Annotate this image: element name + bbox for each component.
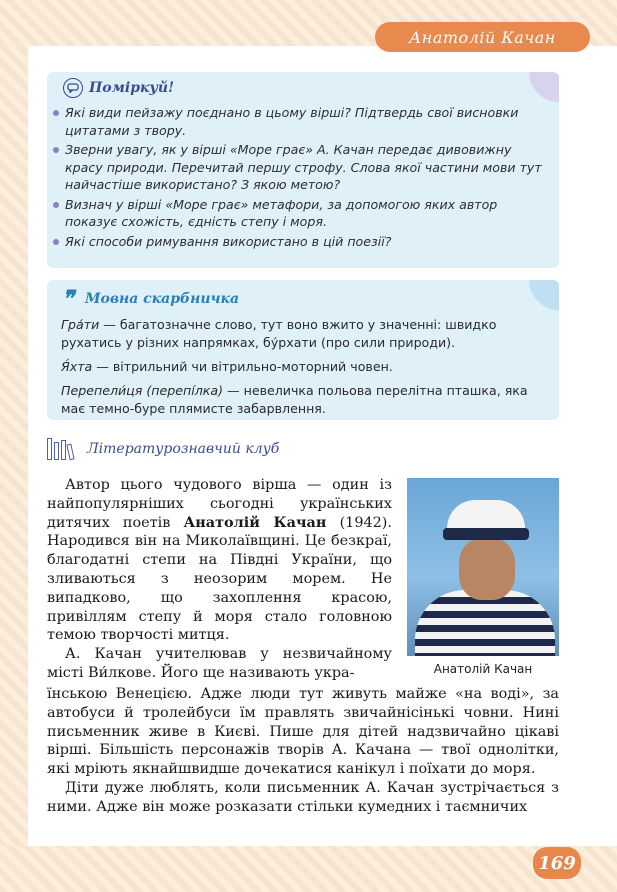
question-item: Які способи римування використано в цій поезії?	[55, 233, 545, 251]
club-title: Літературознавчий клуб	[87, 441, 280, 457]
think-box-header	[63, 78, 174, 98]
vocab-entry	[61, 382, 551, 418]
paragraph-text: Автор цього чудового вірша — один із найпопулярніших сьогодні українських дитячих поетів	[47, 477, 392, 531]
vocab-definition: — багатозначне слово, тут воно вжито у значенні: швидко рухатись у різних напрямках, бу́рхати (про сили природи).	[61, 317, 497, 350]
author-name-bold: Анатолій Качан	[183, 513, 327, 531]
paragraph: їнською Венецією. Адже люди тут живуть майже «на воді», за автобуси й тролейбуси їм правлять звичайнісінькі човни. Нині письменник живе в Києві. Пише для дітей надзвичайно цікаві вірші. Більшість персонажів творів А. Качана — твої однолітки, які мріють якнайшвидше дочекатися канікул і поїхати до моря.	[47, 686, 559, 778]
decorative-bottom-band	[0, 846, 617, 892]
vocab-definition: — вітрильний чи вітрильно-моторний човен.	[92, 359, 393, 374]
question-item: Зверни увагу, як у вірші «Море грає» А. Качан передає дивовижну красу природи. Перечитай першу строфу. Слова якої частини мови тут найчастіше використано? З якою метою?	[55, 141, 545, 194]
paragraph-text: (1942). Народився він на Миколаївщині. Це безкраї, благодатні степи на Півдні України, що зливаються з неозорим морем. Не випадково, що захоплення красою, привіллям степу й моря стало головною темою творчості митця.	[47, 514, 392, 644]
speech-bubble-icon	[63, 78, 83, 98]
vocab-term: Я́хта	[61, 359, 93, 374]
vocab-term: Гра́ти	[61, 317, 100, 332]
biography-column	[47, 476, 392, 683]
box-corner-decoration	[529, 280, 559, 310]
question-list	[55, 104, 545, 252]
vocab-box-title: Мовна скарбничка	[85, 291, 240, 307]
books-icon	[47, 438, 75, 460]
question-item: Які види пейзажу поєднано в цьому вірші? Підтвердь свої висновки цитатами з твору.	[55, 104, 545, 139]
vocab-entries	[61, 316, 551, 424]
vocab-term: Перепели́ця (перепі́лка)	[61, 383, 223, 398]
author-photo	[407, 478, 559, 656]
vocab-definition: — невеличка польова перелітна пташка, яка має темно-буре плямисте забарвлення.	[61, 383, 528, 416]
photo-caption: Анатолій Качан	[433, 662, 533, 676]
club-header	[47, 438, 279, 460]
question-item: Визнач у вірші «Море грає» метафори, за допомогою яких автор показує схожість, єдність степу і моря.	[55, 196, 545, 231]
vocab-entry	[61, 316, 551, 352]
think-box	[47, 72, 559, 268]
biography-full	[47, 685, 559, 817]
paragraph	[47, 476, 392, 645]
box-corner-decoration	[529, 72, 559, 102]
author-name-tab: Анатолій Качан	[375, 22, 590, 52]
paragraph: Діти дуже люблять, коли письменник А. Качан зустрічається з ними. Адже він може розказати стільки кумедних і таємничих	[47, 779, 559, 815]
photo-face	[459, 538, 515, 600]
page-number: 169	[533, 847, 581, 879]
vocab-entry	[61, 358, 551, 376]
decorative-left-band	[0, 46, 28, 846]
think-box-title: Поміркуй!	[89, 80, 175, 96]
photo-cap-band	[443, 528, 529, 540]
vocab-box-header	[57, 288, 239, 310]
quote-icon: ❞	[62, 286, 74, 312]
vocab-box	[47, 280, 559, 420]
paragraph: А. Качан учителював у незвичайному місті Ви́лкове. Його ще називають укра-	[47, 646, 392, 681]
